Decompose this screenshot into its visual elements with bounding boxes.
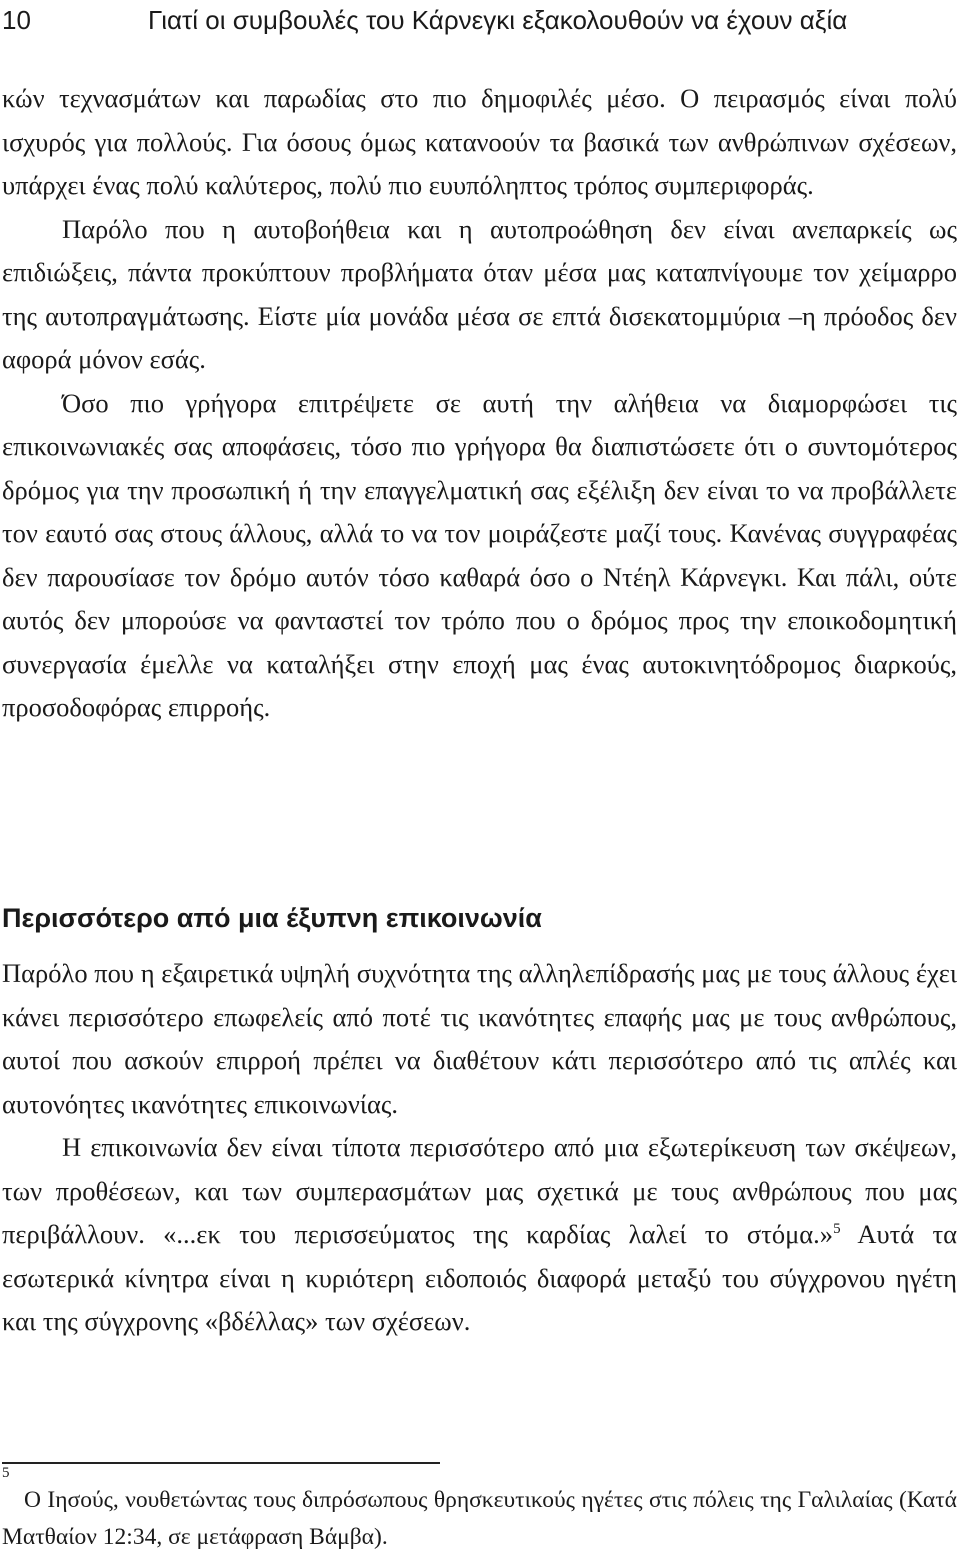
section-heading: Περισσότερο από μια έξυπνη επικοινωνία bbox=[2, 903, 542, 933]
paragraph: κών τεχνασμάτων και παρωδίας στο πιο δημοφιλές μέσο. Ο πειρασμός είναι πολύ ισχυρός για πολλούς. Για όσους όμως κατανοούν τα βασικά των ανθρώπινων σχέσεων, υπάρχει ένας πολύ καλύτερος, πολύ πιο ευυπόληπτος τρόπος συμπεριφοράς. bbox=[2, 83, 957, 200]
paragraph-with-footnote bbox=[2, 1126, 957, 1344]
running-header bbox=[2, 2, 952, 38]
page-number: 10 bbox=[2, 5, 31, 35]
footnote-reference: 5 bbox=[833, 1221, 841, 1237]
paragraph-text: Αυτά τα εσωτερικά κίνητρα είναι η κυριότερη ειδοποιός διαφορά μεταξύ του σύγχρονου ηγέτη και της σύγχρονης «βδέλλας» των σχέσεων. bbox=[2, 1219, 957, 1336]
paragraph: Όσο πιο γρήγορα επιτρέψετε σε αυτή την αλήθεια να διαμορφώσει τις επικοινωνιακές σας αποφάσεις, τόσο πιο γρήγορα θα διαπιστώσετε ότι ο συντομότερος δρόμος για την προσωπική ή την επαγγελματική σας εξέλιξη δεν είναι το να προβάλλετε τον εαυτό σας στους άλλους, αλλά το να τον μοιράζεστε μαζί τους. Κανένας συγγραφέας δεν παρουσίασε τον δρόμο αυτόν τόσο καθαρά όσο ο Ντέηλ Κάρνεγκι. Και πάλι, ούτε αυτός δεν μπορούσε να φανταστεί τον τρόπο που ο δρόμος προς την εποικοδομητική συνεργασία έμελλε να καταλήξει στην εποχή μας ένας αυτοκινητόδρομος διαρκούς, προσοδοφόρας επιρροής. bbox=[2, 387, 957, 722]
paragraph-text: Η επικοινωνία δεν είναι τίποτα περισσότερο από μια εξωτερίκευση των σκέψεων, των προθέσεων, και των συμπερασμάτων μας σχετικά με τους ανθρώπους που μας περιβάλλουν. «...εκ του περισσεύματος της καρδίας λαλεί το στόμα.» bbox=[2, 1132, 957, 1249]
section-one-body bbox=[2, 77, 957, 730]
running-title: Γιατί οι συμβουλές του Κάρνεγκι εξακολουθούν να έχουν αξία bbox=[148, 5, 848, 35]
paragraph: Παρόλο που η αυτοβοήθεια και η αυτοπροώθηση δεν είναι ανεπαρκείς ως επιδιώξεις, πάντα προκύπτουν προβλήματα όταν μέσα μας καταπνίγουμε τον χείμαρρο της αυτοπραγμάτωσης. Είστε μία μονάδα μέσα σε επτά δισεκατομμύρια –η πρόοδος δεν αφορά μόνον εσάς. bbox=[2, 213, 957, 374]
footnote bbox=[2, 1465, 957, 1556]
footnote-text: Ο Ιησούς, νουθετώντας τους διπρόσωπους θρησκευτικούς ηγέτες στις πόλεις της Γαλιλαίας (Κατά Ματθαίον 12:34, σε μετάφραση Βάμβα). bbox=[2, 1487, 957, 1550]
paragraph: Παρόλο που η εξαιρετικά υψηλή συχνότητα της αλληλεπίδρασής μας με τους άλλους έχει κάνει περισσότερο επωφελείς από ποτέ τις ικανότητες επαφής μας με τους ανθρώπους, αυτοί που ασκούν επιρροή πρέπει να διαθέτουν κάτι περισσότερο από τις απλές και αυτονόητες ικανότητες επικοινωνίας. bbox=[2, 958, 957, 1119]
footnote-divider bbox=[2, 1462, 440, 1464]
section-two-body bbox=[2, 952, 957, 1344]
footnote-marker: 5 bbox=[2, 1465, 10, 1481]
